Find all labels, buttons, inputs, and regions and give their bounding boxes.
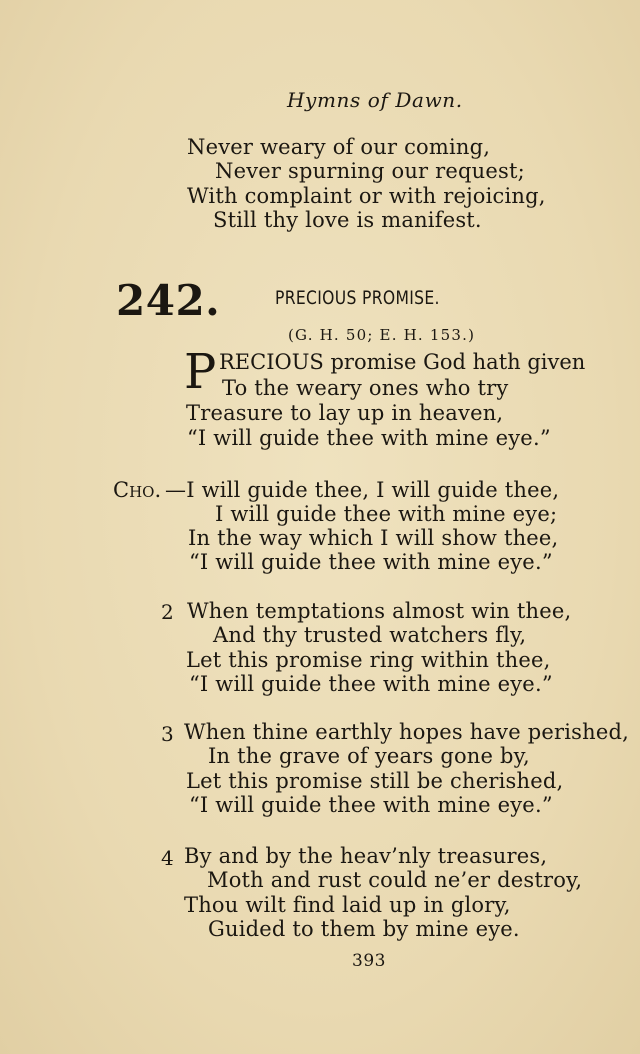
carryover-line-4: Still thy love is manifest. bbox=[213, 208, 482, 232]
verse-3-line-1: When thine earthly hopes have perished, bbox=[184, 720, 630, 744]
chorus-line-4: “I will guide thee with mine eye.” bbox=[189, 550, 553, 574]
verse-1-line-4: “I will guide thee with mine eye.” bbox=[187, 426, 551, 450]
chorus-label: Cho. bbox=[113, 478, 162, 502]
verse-2-line-1: When temptations almost win thee, bbox=[187, 599, 572, 623]
carryover-line-2: Never spurning our request; bbox=[215, 159, 525, 183]
tune-reference: (G. H. 50; E. H. 153.) bbox=[288, 326, 476, 344]
verse-4-line-4: Guided to them by mine eye. bbox=[208, 917, 520, 941]
page-number: 393 bbox=[352, 951, 386, 971]
verse-3-line-4: “I will guide thee with mine eye.” bbox=[189, 793, 553, 817]
hymn-number: 242. bbox=[116, 276, 221, 325]
verse-2-line-4: “I will guide thee with mine eye.” bbox=[189, 672, 553, 696]
verse-4-line-3: Thou wilt find laid up in glory, bbox=[184, 893, 511, 917]
verse-number-4: 4 bbox=[161, 846, 174, 870]
verse-4-line-2: Moth and rust could ne’er destroy, bbox=[207, 868, 583, 892]
verse-4-line-1: By and by the heav’nly treasures, bbox=[184, 844, 548, 868]
carryover-line-1: Never weary of our coming, bbox=[187, 135, 491, 159]
verse-2-line-2: And thy trusted watchers fly, bbox=[213, 623, 527, 647]
drop-cap: P bbox=[184, 344, 217, 400]
verse-3-line-3: Let this promise still be cherished, bbox=[186, 769, 564, 793]
chorus-line-2: I will guide thee with mine eye; bbox=[215, 502, 558, 526]
verse-1-line-2: To the weary ones who try bbox=[222, 376, 509, 400]
running-header: Hymns of Dawn. bbox=[287, 88, 463, 112]
chorus-line-1: —I will guide thee, I will guide thee, bbox=[165, 478, 560, 502]
verse-2-line-3: Let this promise ring within thee, bbox=[186, 648, 551, 672]
hymn-title: PRECIOUS PROMISE. bbox=[275, 287, 440, 309]
verse-3-line-2: In the grave of years gone by, bbox=[208, 744, 530, 768]
verse-number-2: 2 bbox=[161, 600, 174, 624]
verse-1-line-1: RECIOUS promise God hath given bbox=[219, 350, 586, 374]
verse-number-3: 3 bbox=[161, 722, 174, 746]
carryover-line-3: With complaint or with rejoicing, bbox=[187, 184, 546, 208]
chorus-line-3: In the way which I will show thee, bbox=[188, 526, 559, 550]
verse-1-line-3: Treasure to lay up in heaven, bbox=[186, 401, 504, 425]
